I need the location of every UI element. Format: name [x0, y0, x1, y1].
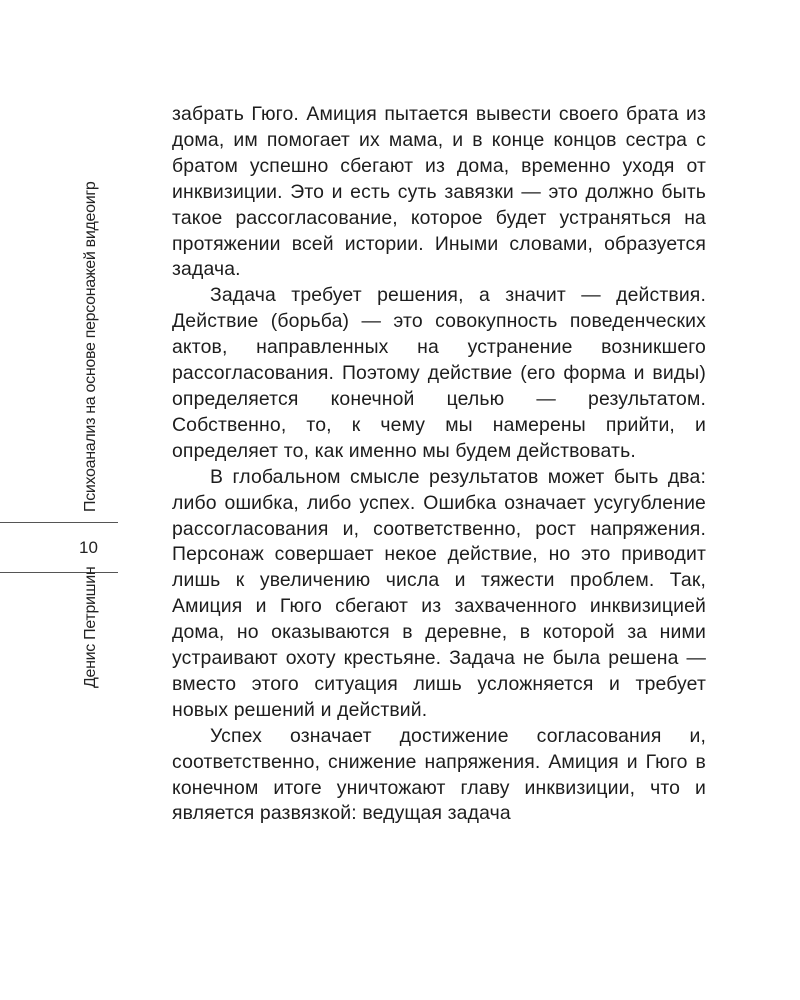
paragraph: Задача требует решения, а значит — действия. Действие (борьба) — это совокупность поведенческих актов, направленных на устранение возникшего рассогласования. Поэтому действие (его форма и виды) определяется конечной целью — результатом. Собственно, то, к чему мы намерены прийти, и определяет то, как именно мы будем действовать. — [172, 284, 706, 462]
header-divider-top — [0, 522, 118, 523]
paragraph: В глобальном смысле результатов может быть два: либо ошибка, либо успех. Ошибка означает усугубление рассогласования и, соответственно, рост напряжения. Персонаж совершает некое действие, но это приводит лишь к увеличению числа и тяжести проблем. Так, Амиция и Гюго сбегают из захваченного инквизицией дома, но оказываются в деревне, в которой за ними устраивают охоту крестьяне. Задача не была решена — вместо этого ситуация лишь усложняется и требует новых решений и действий. — [172, 465, 706, 721]
paragraph: забрать Гюго. Амиция пытается вывести своего брата из дома, им помогает их мама, и в конце концов сестра с братом успешно сбегают из дома, временно уходя от инквизиции. Это и есть суть завязки — это должно быть такое рассогласование, которое будет устраняться на протяжении всей истории. Иными словами, образуется задача. — [172, 103, 706, 281]
running-header-author: Денис Петришин — [82, 566, 99, 688]
body-text — [172, 102, 706, 827]
page-number: 10 — [79, 538, 98, 557]
paragraph: Успех означает достижение согласования и, соответственно, снижение напряжения. Амиция и Гюго в конечном итоге уничтожают главу инквизиции, что и является развязкой: ведущая задача — [172, 724, 706, 825]
running-header-title: Психоанализ на основе персонажей видеоигр — [82, 181, 99, 512]
